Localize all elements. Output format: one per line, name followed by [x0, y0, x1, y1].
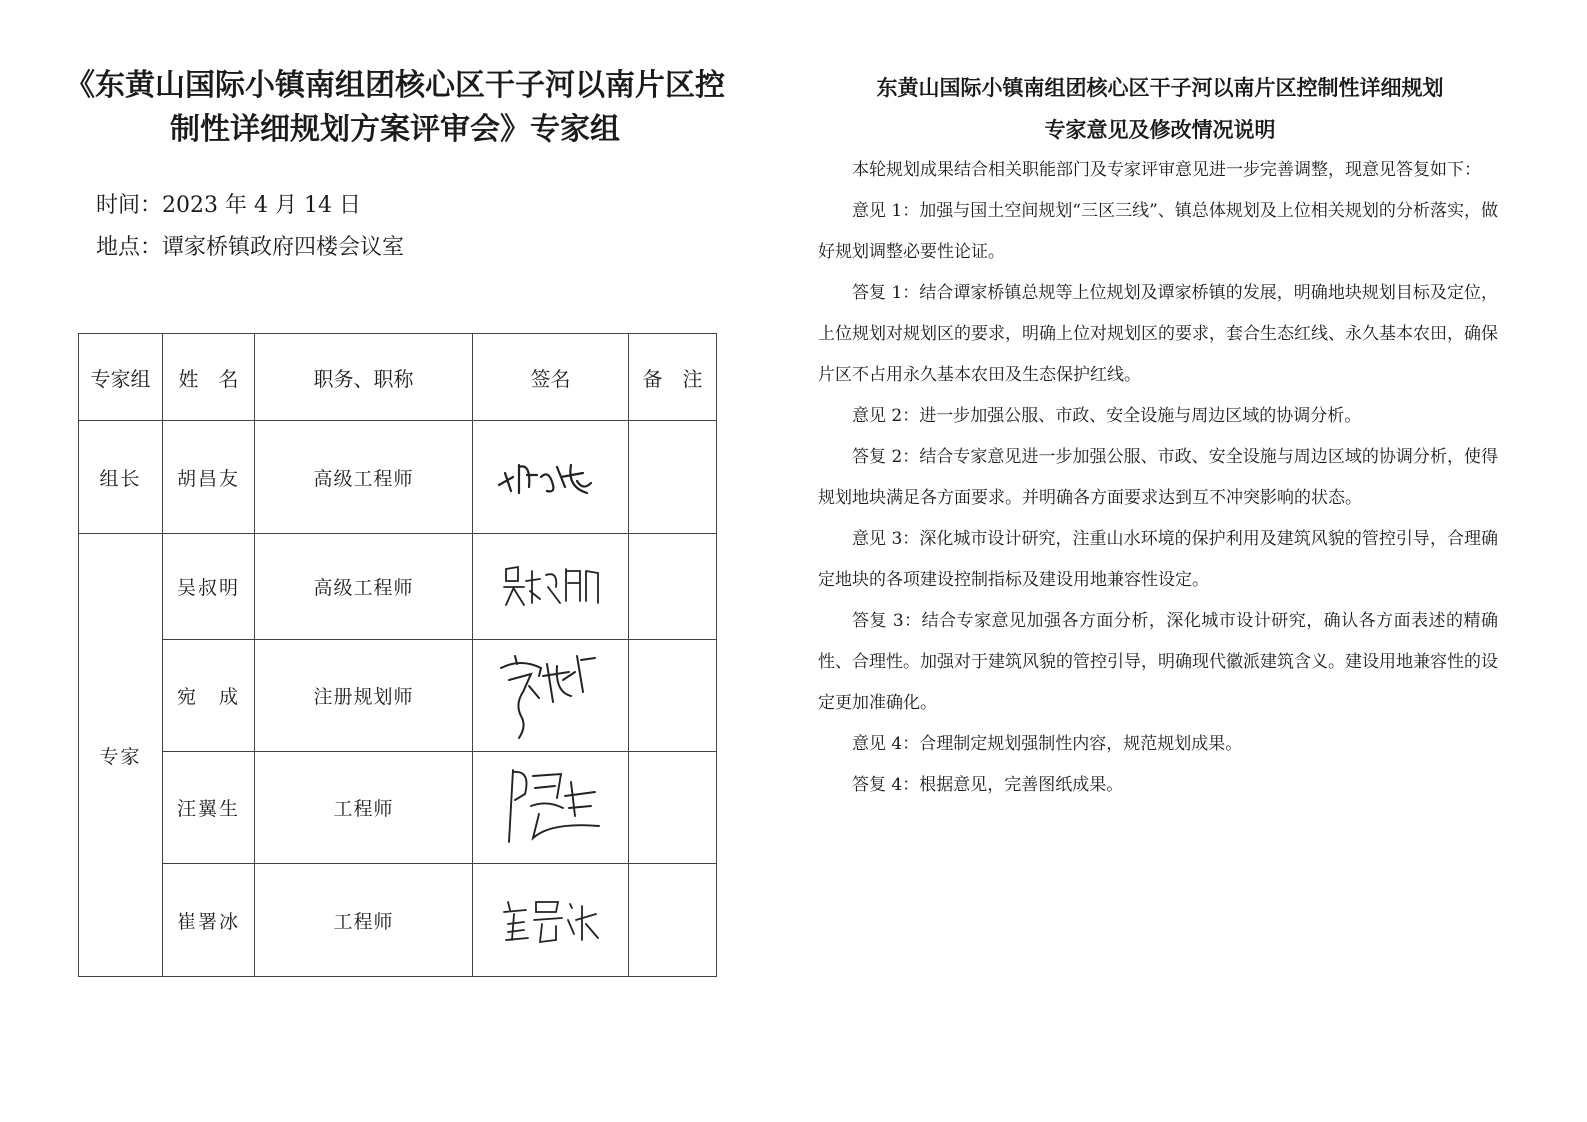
expert-name: 胡昌友 [163, 421, 255, 534]
table-header-row [79, 334, 717, 421]
handwritten-signature-wang [491, 760, 611, 856]
handwritten-signature-wu [496, 557, 606, 617]
response-body [818, 150, 1498, 806]
meeting-time: 时间：2023 年 4 月 14 日 [96, 193, 361, 218]
note-cell [629, 864, 717, 977]
paragraph-opinion-2: 意见 2：进一步加强公服、市政、安全设施与周边区域的协调分析。 [852, 406, 1362, 426]
paragraph-reply-2: 答复 2：结合专家意见进一步加强公服、市政、安全设施与周边区域的协调分析，使得规划地块满足各方面要求。并明确各方面要求达到互不冲突影响的状态。 [818, 447, 1498, 508]
header-signature: 签名 [473, 334, 629, 421]
paragraph-reply-1: 答复 1：结合谭家桥镇总规等上位规划及谭家桥镇的发展，明确地块规划目标及定位，上位规划对规划区的要求，明确上位对规划区的要求，套合生态红线、永久基本农田，确保片区不占用永久基本农田及生态保护红线。 [818, 283, 1498, 385]
header-name: 姓 名 [163, 334, 255, 421]
note-cell [629, 421, 717, 534]
meeting-place: 地点：谭家桥镇政府四楼会议室 [96, 235, 405, 260]
paragraph-reply-3: 答复 3：结合专家意见加强各方面分析，深化城市设计研究，确认各方面表述的精确性、合理性。加强对于建筑风貌的管控引导，明确现代徽派建筑含义。建设用地兼容性的设定更加准确化。 [818, 611, 1498, 713]
expert-name: 宛 成 [163, 640, 255, 752]
table-row [79, 421, 717, 534]
signature-cell [473, 421, 629, 534]
handwritten-signature-wan [491, 646, 611, 746]
expert-title: 高级工程师 [255, 534, 473, 640]
right-page [800, 0, 1587, 1122]
document-title: 《东黄山国际小镇南组团核心区干子河以南片区控制性详细规划方案评审会》专家组 [65, 68, 725, 147]
expert-title: 工程师 [255, 752, 473, 864]
note-cell [629, 752, 717, 864]
paragraph-opinion-1: 意见 1：加强与国土空间规划“三区三线”、镇总体规划及上位相关规划的分析落实，做好规划调整必要性论证。 [818, 201, 1498, 262]
handwritten-signature-hu [491, 447, 611, 507]
paragraph-intro: 本轮规划成果结合相关职能部门及专家评审意见进一步完善调整，现意见答复如下： [852, 160, 1481, 180]
expert-title: 注册规划师 [255, 640, 473, 752]
expert-title: 工程师 [255, 864, 473, 977]
table-row [79, 752, 717, 864]
response-subtitle: 专家意见及修改情况说明 [1044, 117, 1276, 142]
signature-cell [473, 640, 629, 752]
header-note: 备 注 [629, 334, 717, 421]
expert-name: 吴叔明 [163, 534, 255, 640]
expert-name: 崔署冰 [163, 864, 255, 977]
group-experts: 专家 [79, 534, 163, 977]
left-page [0, 0, 790, 1122]
expert-name: 汪翼生 [163, 752, 255, 864]
signature-cell [473, 864, 629, 977]
signature-cell [473, 752, 629, 864]
handwritten-signature-cui [496, 890, 606, 950]
response-title: 东黄山国际小镇南组团核心区干子河以南片区控制性详细规划 [876, 75, 1444, 100]
table-row [79, 640, 717, 752]
table-row [79, 534, 717, 640]
group-leader: 组长 [79, 421, 163, 534]
expert-table [78, 333, 717, 977]
table-row [79, 864, 717, 977]
note-cell [629, 534, 717, 640]
paragraph-opinion-4: 意见 4：合理制定规划强制性内容，规范规划成果。 [852, 734, 1243, 754]
note-cell [629, 640, 717, 752]
header-title: 职务、职称 [255, 334, 473, 421]
paragraph-reply-4: 答复 4：根据意见，完善图纸成果。 [852, 775, 1124, 795]
expert-title: 高级工程师 [255, 421, 473, 534]
signature-cell [473, 534, 629, 640]
paragraph-opinion-3: 意见 3：深化城市设计研究，注重山水环境的保护利用及建筑风貌的管控引导，合理确定地块的各项建设控制指标及建设用地兼容性设定。 [818, 529, 1498, 590]
header-group: 专家组 [79, 334, 163, 421]
